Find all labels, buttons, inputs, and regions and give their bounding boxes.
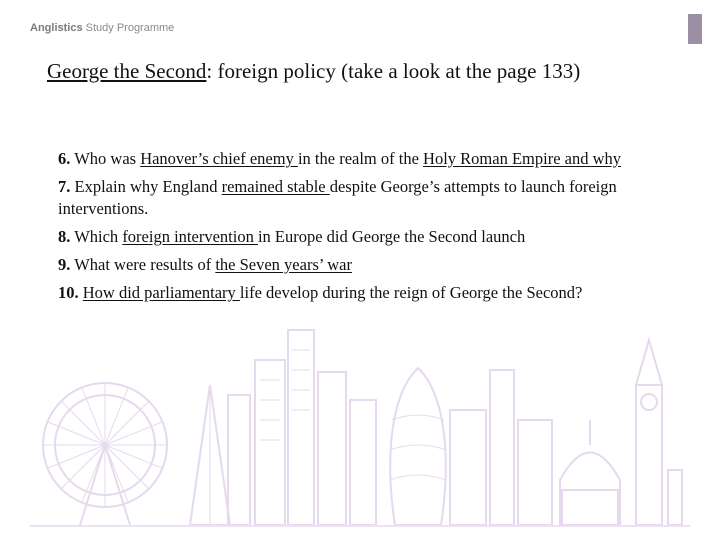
question-keyword: Hanover’s chief enemy <box>140 149 298 168</box>
question-text: Which <box>70 227 123 246</box>
question-item <box>58 176 658 220</box>
dome-icon <box>560 453 620 526</box>
question-item <box>58 148 658 170</box>
question-keyword: remained stable <box>221 177 330 196</box>
question-keyword: the Seven years’ war <box>215 255 353 274</box>
walking-figure-icon <box>688 14 702 44</box>
question-text: Who was <box>70 149 141 168</box>
question-list <box>58 148 658 310</box>
question-text: in the realm of the <box>297 149 424 168</box>
brand-name: Anglistics <box>30 22 83 34</box>
question-number: 10. <box>58 283 79 302</box>
question-text: life develop during the reign of George the Second? <box>239 283 583 302</box>
question-text: What were results of <box>70 255 216 274</box>
question-number: 7. <box>58 177 71 196</box>
question-text: despite George’s attempts to launch foreign interventions. <box>58 177 617 218</box>
question-text: in Europe did George the Second launch <box>257 227 526 246</box>
question-number: 6. <box>58 149 71 168</box>
slide-title <box>47 58 687 85</box>
title-rest: : foreign policy (take a look at the page 133) <box>206 59 581 83</box>
brand-subtitle: Study Programme <box>85 22 175 34</box>
big-ben-icon <box>636 385 662 525</box>
gherkin-icon <box>390 368 445 525</box>
question-number: 8. <box>58 227 71 246</box>
question-item <box>58 226 658 248</box>
question-item <box>58 282 658 304</box>
question-keyword: Holy Roman Empire and why <box>423 149 622 168</box>
brand-header <box>30 22 174 34</box>
question-item <box>58 254 658 276</box>
question-text: Explain why England <box>70 177 222 196</box>
question-keyword: How did parliamentary <box>82 283 240 302</box>
title-topic: George the Second <box>47 59 207 83</box>
question-keyword: foreign intervention <box>122 227 258 246</box>
question-number: 9. <box>58 255 71 274</box>
